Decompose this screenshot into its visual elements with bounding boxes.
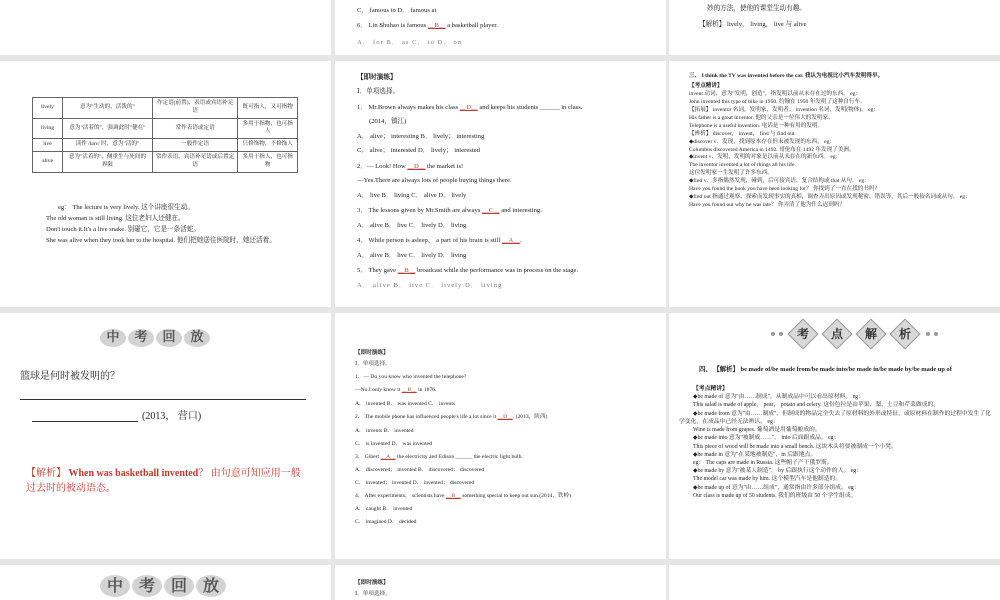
lively-living-table <box>32 97 298 173</box>
table-row <box>33 118 298 139</box>
badge-char: 解 <box>856 318 887 349</box>
table-cell: 意为"生动的，活泼的" <box>63 98 153 119</box>
seal-char: 考 <box>132 575 162 597</box>
table-cell: 多用于指物，也可指人 <box>238 118 298 139</box>
question-5: 5． They gave __B__ broadcast while the performance was in process on the stage. <box>357 267 579 274</box>
question-1-options-a: A． alive； interesting B． lively； interesting <box>357 133 485 140</box>
question-3: 3． Gibert __A__ the electricity and Edison ______ the electric light bulb. <box>355 454 523 460</box>
question-2: 2． The mobile phone has influenced people's life a lot since it __D__. (2013，陕西) <box>355 414 548 420</box>
question-source: (2013， 营口) <box>142 411 202 422</box>
section-title: 四、 【解析】 be made of/be made from/be made into/be made in/be made by/be made up of <box>699 366 952 373</box>
badge-char: 析 <box>890 318 921 349</box>
question-2-options-c: C． is invented D． was invented <box>355 441 432 447</box>
seal-char: 放 <box>196 575 226 597</box>
badge-char: 点 <box>822 318 853 349</box>
table-cell: 意为"活着的"，侧重生与死间的界限 <box>63 152 153 173</box>
table-row <box>33 98 298 119</box>
question-6-options: A． for B． as C． to D． on <box>357 39 463 46</box>
section-label: Ⅰ．单项选择。 <box>355 591 391 597</box>
question-2-reply: —Yes.There are always lots of people buying things there. <box>357 177 512 184</box>
key-point-badge <box>769 323 940 345</box>
text-line: 妙的方法，使他的课堂生动有趣。 <box>707 5 806 12</box>
example-4: She was alive when they took her to the hospital. 他们把她送往医院时，她还活着。 <box>46 237 276 244</box>
table-word-cell: lively <box>33 98 63 119</box>
question-3-options: A． alive B． live C． lively D． living <box>357 222 467 229</box>
section-label: Ⅰ．单项选择。 <box>357 88 400 95</box>
example-1: eg： The lecture is very lively. 这个讲座很生动。 <box>58 204 194 211</box>
table-word-cell: living <box>33 118 63 139</box>
table-cell: 意为"活着的"，强调此时"健在" <box>63 118 153 139</box>
seal-char: 考 <box>128 329 154 347</box>
table-cell: 作定语(前置)、表语或宾语补足语 <box>152 98 238 119</box>
question-2-options-a: A． invents B． invented <box>355 428 414 434</box>
seal-char: 回 <box>164 575 194 597</box>
question-2-options: A． live B． living C． alive D． lively <box>357 192 467 199</box>
question-3-options-a: A． discovered； invented B． discovered； discovered <box>355 467 485 473</box>
analysis: 【解析】 When was basketball invented？ 由句意可知应用一般过去时的被动语态。 <box>26 468 301 494</box>
question-4: 4． While person is asleep， a part of his brain is still __A__. <box>357 237 522 244</box>
seal-char: 中 <box>100 575 130 597</box>
slide-practice-3 <box>335 565 666 600</box>
question-1: 1． Mr.Brown always makes his class __D__ and keeps his students ______ in class. <box>357 104 583 111</box>
practice-heading: 【即时演练】 <box>355 350 389 356</box>
answer-line <box>32 421 138 422</box>
seal-char: 中 <box>100 329 126 347</box>
table-word-cell: live <box>33 139 63 152</box>
table-cell: 多用于指人，也可指物 <box>238 152 298 173</box>
practice-heading: 【即时演练】 <box>355 580 389 586</box>
analysis-line: 【解析】 lively， living， live 与 alive <box>699 21 807 28</box>
notes-body: 【考点精讲】 ◆be made of 意为"由……制成"，从制成品中可以看出原材料。 eg： This salad is made of apple， pear， potato and celery. 这份色拉是由苹果、梨、土豆和芹菜做成的。 ◆be made from 意为"由……制成"，但制成的物品完全失去了原材料的外形或特征，或原材料在制作的过程中发生了化学变化，在成品中已经无法辨认。 eg： Wine is made from grapes. 葡萄酒是用葡萄酿成的。 ◆be made into 意为"被制成……"， into 后面跟成品。 eg： This piece of wood will be made into a small bench. 这块木头将要被制成一个小凳。 ◆be made in 意为"在某地被制造"，in 后跟地点。 eg： The caps are made in Russia. 这些帽子产于俄罗斯。 ◆be made by 意为"被某人制造"， by 后跟执行这个动作的人。 eg： The model car was made by him. 这个模型汽车是他制造的。 ◆be made up of 意为"由……组成"，通常指由许多部分组成。 eg： Our class is made up of 50 students. 我们的班级由 50 个学生组成。 <box>679 386 991 499</box>
slide-practice-lively <box>335 61 666 307</box>
exam-review-seal <box>100 329 212 347</box>
slide-invent-notes <box>669 61 1000 307</box>
example-2: The old woman is still living. 这位老妇人还健在。 <box>46 215 185 222</box>
question-1: 1．— Do you know who invented the telephone? <box>355 374 467 380</box>
question-6: 6． Lin Shuhao is famous __B__ a basketball player. <box>357 22 498 29</box>
badge-char: 考 <box>788 318 819 349</box>
table-cell: 常作表语、宾语补足语或后置定语 <box>152 152 238 173</box>
table-cell: 读作 /laɪv/ 时，意为"活的" <box>63 139 153 152</box>
question-4: 4． After experiments， scientists have __B__ something special to keep out sun.(2014，铁岭) <box>355 493 571 499</box>
slide-top-middle <box>335 0 666 55</box>
section-label: Ⅰ．单项选择。 <box>355 361 391 367</box>
question-3-options-c: C． invented； invented D． invented； discovered <box>355 480 475 486</box>
question-1-options: A． invented B． was invented C． invents <box>355 401 456 407</box>
question-4-options-a: A． caught B． invented <box>355 506 413 512</box>
table-cell: 既可指人，又可指物 <box>238 98 298 119</box>
table-cell: 只修饰物，不修饰人 <box>238 139 298 152</box>
slide-exam-review-2 <box>0 565 331 600</box>
question-1-options-c: C． alive； interested D． lively； interested <box>357 147 480 154</box>
table-word-cell: alive <box>33 152 63 173</box>
question-4-options: A． alive B． live C． lively D． living <box>357 252 467 259</box>
seal-char: 放 <box>184 329 210 347</box>
slide-be-made-notes <box>669 313 1000 559</box>
translation-question: 篮球是何时被发明的？ <box>20 371 120 382</box>
table-row <box>33 152 298 173</box>
slide-comparison-table <box>0 61 331 307</box>
table-row <box>33 139 298 152</box>
slide-top-right <box>669 0 1000 55</box>
slide-bottom-right <box>669 565 1000 600</box>
question-3: 3． The lessons given by Mr.Smith are always __C__ and interesting. <box>357 207 542 214</box>
table-cell: 常作表语或定语 <box>152 118 238 139</box>
question-5-options: A． alive B． live C． lively D． living <box>357 282 503 289</box>
question-1-source: (2014，镇江) <box>369 118 407 125</box>
seal-char: 回 <box>156 329 182 347</box>
slide-top-left <box>0 0 331 55</box>
table-cell: 一般作定语 <box>152 139 238 152</box>
slide-practice-invent <box>335 313 666 559</box>
section-title: 三、 I think the TV was invented before the car. 我认为电视比小汽车发明得早。 <box>689 73 884 79</box>
slide-exam-review <box>0 313 331 559</box>
practice-heading: 【即时演练】 <box>357 74 397 81</box>
question-2: 2．— Look! How __D__ the market is! <box>357 163 464 170</box>
option-line-c: C． famous to D． famous at <box>357 7 437 14</box>
exam-review-seal <box>100 575 228 597</box>
example-3: Don't touch it.It's a live snake. 别碰它，它是一条活蛇。 <box>46 226 201 233</box>
notes-body: 【考点精讲】 invent 动词，意为"发明，创造"，指发明以前从未存在过的东西。 eg： John invented this type of bike in 1950. 约翰在 1950 年发明了这种自行车。 【拓展】 inventor 名词，发明家，发明者； invention 名词，发明(物体)。 eg： His father is a great inventor. 他的父亲是一位伟大的发明家。 Telephone is a useful invention. 电话是一种有用的发明。 【辨析】 discover， invent， find 与 find out ◆discover v．发现，找到原本存在但未被发现的东西。 eg： Columbus discovered America in 1492. 哥伦布在 1492 年发现了美洲。 ◆invent v．发明，发明的对象是以前从未存在的新东西。 eg： The inventor invented a lot of things all his life. 这位发明家一生发明了许多东西。 ◆find v．多指偶然发现，碰到，后可接宾语，复合结构或 that 从句。 eg： Have you found the book you have been looking for？ 你找到了一直在找的书吗？ ◆find out 指通过观察、探索而发现事实的真相，调查弄出原因或发现秘密、错误等，其后一般接名词或从句。 eg： Have you found out why he was late？ 你弄清了他为什么迟到吗？ <box>689 83 971 209</box>
question-1-reply: —No.I only know it __B__ in 1876. <box>355 387 437 393</box>
answer-line <box>20 399 306 400</box>
question-4-options-c: C． imagined D． decided <box>355 519 417 525</box>
answer-blank: __B__ <box>427 22 446 29</box>
